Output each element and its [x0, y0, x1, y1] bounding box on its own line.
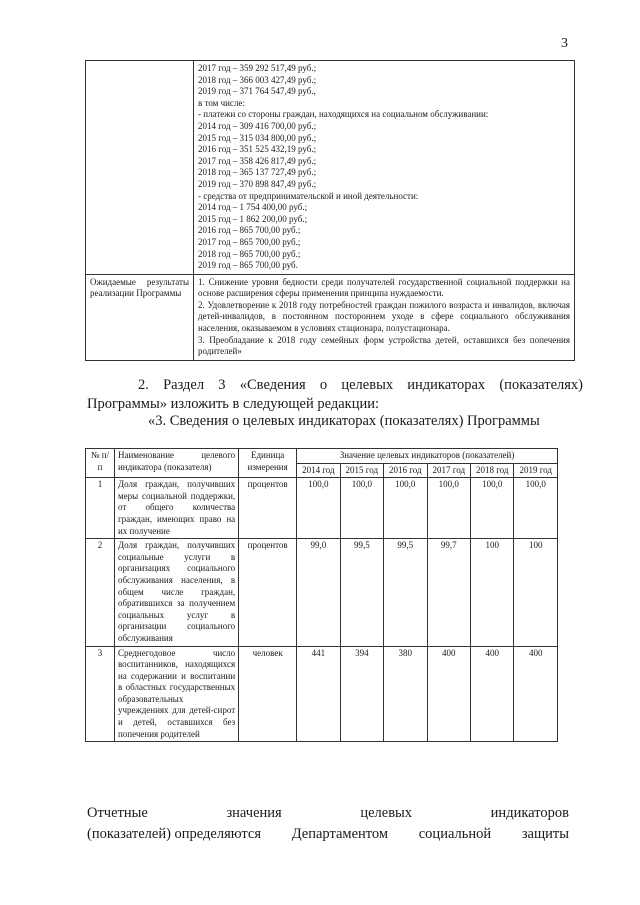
program-passport-table: [85, 60, 575, 361]
financing-line: 2017 год – 358 426 817,49 руб.;: [198, 155, 317, 166]
value-cell: 100,0: [427, 478, 470, 539]
value-cell: 100,0: [384, 478, 427, 539]
indicator-name: Среднегодовое число воспитанников, находящихся на содержании и воспитании в областных государственных образовательных учреждениях для детей-сирот и детей, оставшихся без попечения родителей: [114, 646, 238, 742]
value-cell: 400: [427, 646, 470, 742]
value-cell: 99,5: [340, 539, 383, 646]
row-number: 3: [86, 646, 115, 742]
table-row: [86, 274, 575, 360]
unit-cell: человек: [239, 646, 297, 742]
closing-word: Департаментом: [291, 826, 389, 842]
financing-line: в том числе:: [198, 97, 245, 108]
financing-line: 2019 год – 865 700,00 руб.: [198, 260, 298, 271]
unit-cell: процентов: [239, 539, 297, 646]
financing-line: 2017 год – 865 700,00 руб.;: [198, 236, 301, 247]
financing-line: 2018 год – 865 700,00 руб.;: [198, 248, 301, 259]
value-cell: 394: [340, 646, 383, 742]
header-unit: Единица измерения: [239, 449, 297, 478]
value-cell: 400: [514, 646, 558, 742]
closing-word: значения: [226, 805, 282, 821]
value-cell: 441: [297, 646, 340, 742]
financing-line: 2019 год – 370 898 847,49 руб.;: [198, 178, 317, 189]
value-cell: 100,0: [514, 478, 558, 539]
row-number: 1: [86, 478, 115, 539]
financing-line: 2017 год – 359 292 517,49 руб.;: [198, 63, 317, 73]
header-num: № п/п: [86, 449, 115, 478]
unit-cell: процентов: [239, 478, 297, 539]
expected-result-item: 2. Удовлетворение к 2018 году потребностей граждан пожилого возраста и инвалидов, включая детей-инвалидов, в постоянном постороннем уходе в сфере социального обслуживания населения, оказываемом в условиях стационара, полустационара.: [198, 299, 570, 334]
closing-word: индикаторов: [490, 805, 569, 821]
value-cell: 99,0: [297, 539, 340, 646]
closing-word: целевых: [360, 805, 413, 821]
header-year: 2017 год: [427, 463, 470, 478]
value-cell: 100,0: [471, 478, 514, 539]
value-cell: 380: [384, 646, 427, 742]
header-year: 2016 год: [384, 463, 427, 478]
table-header-row: [86, 449, 558, 464]
indicators-table: [85, 448, 558, 742]
expected-result-item: 1. Снижение уровня бедности среди получателей государственной социальной поддержки на основе расширения сферы применения принципа нуждаемости.: [198, 276, 570, 299]
financing-line: 2014 год – 1 754 400,00 руб.;: [198, 202, 308, 213]
table-row: [86, 539, 558, 646]
closing-word: защиты: [521, 826, 569, 842]
closing-word: социальной: [418, 826, 492, 842]
page-number: 3: [561, 36, 568, 51]
header-year: 2018 год: [471, 463, 514, 478]
value-cell: 100,0: [340, 478, 383, 539]
financing-cell: [194, 61, 575, 275]
financing-line: 2014 год – 309 416 700,00 руб.;: [198, 120, 317, 131]
value-cell: 100: [514, 539, 558, 646]
value-cell: 99,7: [427, 539, 470, 646]
header-values-group: Значение целевых индикаторов (показателей): [297, 449, 558, 464]
closing-word: (показателей) определяются: [87, 826, 262, 842]
value-cell: 400: [471, 646, 514, 742]
value-cell: 100: [471, 539, 514, 646]
header-indicator-name: Наименование целевого индикатора (показателя): [114, 449, 238, 478]
financing-line: 2016 год – 865 700,00 руб.;: [198, 225, 301, 236]
closing-word: Отчетные: [87, 805, 148, 821]
financing-line: 2019 год – 371 764 547,49 руб.,: [198, 86, 316, 97]
table-row: [86, 478, 558, 539]
expected-result-item: 3. Преобладание к 2018 году семейных форм устройства детей, оставшихся без попечения родителей»: [198, 334, 570, 357]
financing-line: 2018 год – 365 137 727,49 руб.;: [198, 167, 317, 178]
expected-results-cell: [194, 274, 575, 360]
indicator-name: Доля граждан, получивших меры социальной поддержки, от общего количества граждан, имеющих право на их получение: [114, 478, 238, 539]
section-instruction-paragraph: 2. Раздел 3 «Сведения о целевых индикаторах (показателях) Программы» изложить в следующей редакции:: [87, 377, 583, 412]
table-cell-empty: [86, 61, 194, 275]
closing-paragraph-line1: [87, 803, 569, 823]
header-year: 2019 год: [514, 463, 558, 478]
financing-line: 2016 год – 351 525 432,19 руб.;: [198, 144, 317, 155]
header-year: 2014 год: [297, 463, 340, 478]
table-row: [86, 646, 558, 742]
value-cell: 99,5: [384, 539, 427, 646]
financing-line: 2018 год – 366 003 427,49 руб.;: [198, 74, 317, 85]
financing-line: - платежи со стороны граждан, находящихся на социальном обслуживании:: [198, 109, 489, 120]
financing-line: 2015 год – 1 862 200,00 руб.;: [198, 213, 308, 224]
expected-results-label: Ожидаемые результаты реализации Программы: [86, 274, 194, 360]
value-cell: 100,0: [297, 478, 340, 539]
financing-line: - средства от предпринимательской и иной деятельности:: [198, 190, 419, 201]
indicator-name: Доля граждан, получивших социальные услуги в организациях социального обслуживания населения, в общем числе граждан, обратившихся за получением социальных услуг в организации социального обслуживания: [114, 539, 238, 646]
row-number: 2: [86, 539, 115, 646]
financing-line: 2015 год – 315 034 800,00 руб.;: [198, 132, 317, 143]
closing-paragraph-line2: [87, 824, 569, 844]
section-heading: «3. Сведения о целевых индикаторах (показателях) Программы: [148, 413, 540, 429]
header-year: 2015 год: [340, 463, 383, 478]
table-row: [86, 61, 575, 275]
